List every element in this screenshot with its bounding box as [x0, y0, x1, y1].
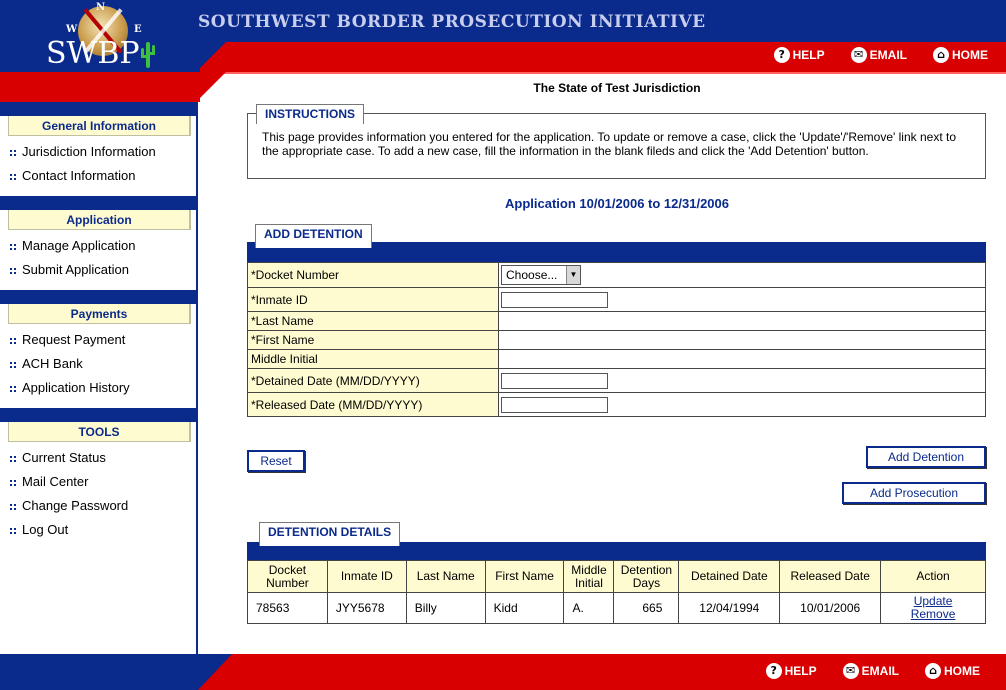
section-title: Application — [8, 210, 191, 230]
footer-home-label: HOME — [944, 664, 980, 678]
bullet-icon — [10, 361, 17, 368]
add-prosecution-button[interactable]: Add Prosecution — [842, 482, 986, 504]
header-links — [774, 47, 988, 63]
docket-number-label: *Docket Number — [248, 263, 499, 288]
detention-details-table — [247, 560, 986, 624]
col-released-date: Released Date — [780, 561, 881, 593]
footer-links — [766, 663, 980, 679]
col-last-name: Last Name — [406, 561, 485, 593]
last-name-label: *Last Name — [248, 312, 499, 331]
section-title: General Information — [8, 116, 191, 136]
middle-initial-value — [499, 350, 986, 369]
sidebar-section-application — [0, 196, 198, 290]
col-first-name: First Name — [485, 561, 564, 593]
instructions-text: This page provides information you entered for the application. To update or remove a case, click the 'Update'/'Remove' link next to the appropriate case. To add a new case, fill the information in the blank fileds and click the 'Add Detention' button. — [262, 130, 956, 158]
footer-home-link[interactable] — [925, 663, 980, 679]
add-detention-label: ADD DETENTION — [255, 224, 372, 248]
bullet-icon — [10, 385, 17, 392]
compass-north-label: N — [96, 2, 106, 13]
site-title: SOUTHWEST BORDER PROSECUTION INITIATIVE — [198, 12, 706, 32]
section-title: Payments — [8, 304, 191, 324]
sidebar-section-general-information — [0, 102, 198, 196]
sidebar-item-application-history[interactable] — [10, 376, 130, 400]
update-link[interactable]: Update — [913, 594, 953, 608]
sidebar-item-request-payment[interactable] — [10, 328, 130, 352]
col-detained-date: Detained Date — [679, 561, 780, 593]
sidebar-item-label: Current Status — [22, 450, 106, 465]
add-detention-button[interactable]: Add Detention — [866, 446, 986, 468]
col-docket-number: Docket Number — [248, 561, 328, 593]
sidebar-item-label: Jurisdiction Information — [22, 144, 156, 159]
released-date-label: *Released Date (MM/DD/YYYY) — [248, 393, 499, 417]
compass-east-label: E — [134, 24, 142, 35]
detention-details-label: DETENTION DETAILS — [259, 522, 400, 546]
footer-email-label: EMAIL — [861, 664, 899, 678]
cell-detained-date: 12/04/1994 — [679, 593, 780, 624]
help-label: HELP — [792, 48, 825, 62]
inmate-id-label: *Inmate ID — [248, 288, 499, 312]
cell-action — [881, 593, 986, 624]
cell-first-name: Kidd — [485, 593, 564, 624]
middle-initial-label: Middle Initial — [248, 350, 499, 369]
email-link[interactable] — [851, 47, 907, 63]
cell-middle-initial: A. — [564, 593, 614, 624]
bullet-icon — [10, 455, 17, 462]
first-name-label: *First Name — [248, 331, 499, 350]
sidebar-item-log-out[interactable] — [10, 518, 128, 542]
section-band — [0, 196, 198, 210]
sidebar-item-label: Application History — [22, 380, 130, 395]
logo-diagonal — [196, 42, 226, 72]
inmate-id-input[interactable] — [501, 292, 608, 308]
header-divider — [196, 72, 1006, 74]
last-name-value — [499, 312, 986, 331]
cell-detention-days: 665 — [614, 593, 679, 624]
bullet-icon — [10, 527, 17, 534]
remove-link[interactable]: Remove — [910, 607, 956, 621]
sidebar-item-current-status[interactable] — [10, 446, 128, 470]
section-band — [0, 408, 198, 422]
cactus-icon — [140, 40, 156, 68]
released-date-input[interactable] — [501, 397, 608, 413]
home-icon: ⌂ — [933, 47, 949, 63]
cell-docket-number: 78563 — [248, 593, 328, 624]
bullet-icon — [10, 243, 17, 250]
bullet-icon — [10, 337, 17, 344]
application-period: Application 10/01/2006 to 12/31/2006 — [504, 196, 729, 211]
sidebar-item-label: Change Password — [22, 498, 129, 513]
bullet-icon — [10, 267, 17, 274]
sidebar-item-manage-application[interactable] — [10, 234, 135, 258]
email-icon: ✉ — [851, 47, 867, 63]
bullet-icon — [10, 503, 17, 510]
footer-help-label: HELP — [784, 664, 817, 678]
sidebar-top-diagonal — [196, 72, 226, 102]
logo[interactable]: SWBP — [46, 36, 140, 71]
cell-inmate-id: JYY5678 — [327, 593, 406, 624]
table-header-row — [248, 561, 986, 593]
table-row — [248, 593, 986, 624]
compass-west-label: W — [66, 24, 78, 35]
section-band — [0, 290, 198, 304]
footer-diagonal — [198, 654, 232, 690]
add-detention-form — [247, 262, 986, 417]
docket-number-select[interactable] — [501, 265, 581, 285]
sidebar-item-contact-information[interactable] — [10, 164, 156, 188]
sidebar-item-label: ACH Bank — [22, 356, 83, 371]
first-name-value — [499, 331, 986, 350]
bullet-icon — [10, 149, 17, 156]
sidebar-item-mail-center[interactable] — [10, 470, 128, 494]
col-action: Action — [881, 561, 986, 593]
sidebar-item-jurisdiction-information[interactable] — [10, 140, 156, 164]
detained-date-input[interactable] — [501, 373, 608, 389]
col-inmate-id: Inmate ID — [327, 561, 406, 593]
cell-last-name: Billy — [406, 593, 485, 624]
bullet-icon — [10, 479, 17, 486]
sidebar-item-label: Manage Application — [22, 238, 136, 253]
instructions-label: INSTRUCTIONS — [256, 104, 364, 124]
section-title: TOOLS — [8, 422, 191, 442]
section-band — [0, 102, 198, 116]
sidebar-section-payments — [0, 290, 198, 408]
sidebar-item-label: Contact Information — [22, 168, 136, 183]
dropdown-arrow-icon: ▼ — [566, 266, 580, 284]
home-label: HOME — [952, 48, 988, 62]
sidebar-item-ach-bank[interactable] — [10, 352, 130, 376]
bullet-icon — [10, 173, 17, 180]
sidebar-item-label: Mail Center — [22, 474, 89, 489]
sidebar-top-band — [0, 72, 200, 102]
footer-help-link[interactable] — [766, 663, 817, 679]
reset-button[interactable]: Reset — [247, 450, 305, 472]
email-label: EMAIL — [869, 48, 907, 62]
detained-date-label: *Detained Date (MM/DD/YYYY) — [248, 369, 499, 393]
email-icon: ✉ — [843, 663, 859, 679]
sidebar-item-submit-application[interactable] — [10, 258, 135, 282]
help-icon: ? — [766, 663, 782, 679]
sidebar-section-tools — [0, 408, 198, 558]
docket-number-select-value: Choose... — [506, 268, 558, 282]
sidebar-item-label: Request Payment — [22, 332, 126, 347]
col-middle-initial: Middle Initial — [564, 561, 614, 593]
sidebar-item-change-password[interactable] — [10, 494, 128, 518]
help-link[interactable] — [774, 47, 825, 63]
page-title: The State of Test Jurisdiction — [533, 81, 701, 95]
cell-released-date: 10/01/2006 — [780, 593, 881, 624]
sidebar — [0, 102, 198, 654]
help-icon: ? — [774, 47, 790, 63]
footer-left-band — [0, 654, 198, 690]
home-icon: ⌂ — [925, 663, 941, 679]
home-link[interactable] — [933, 47, 988, 63]
sidebar-item-label: Submit Application — [22, 262, 129, 277]
col-detention-days: Detention Days — [614, 561, 679, 593]
footer-email-link[interactable] — [843, 663, 899, 679]
sidebar-item-label: Log Out — [22, 522, 69, 537]
